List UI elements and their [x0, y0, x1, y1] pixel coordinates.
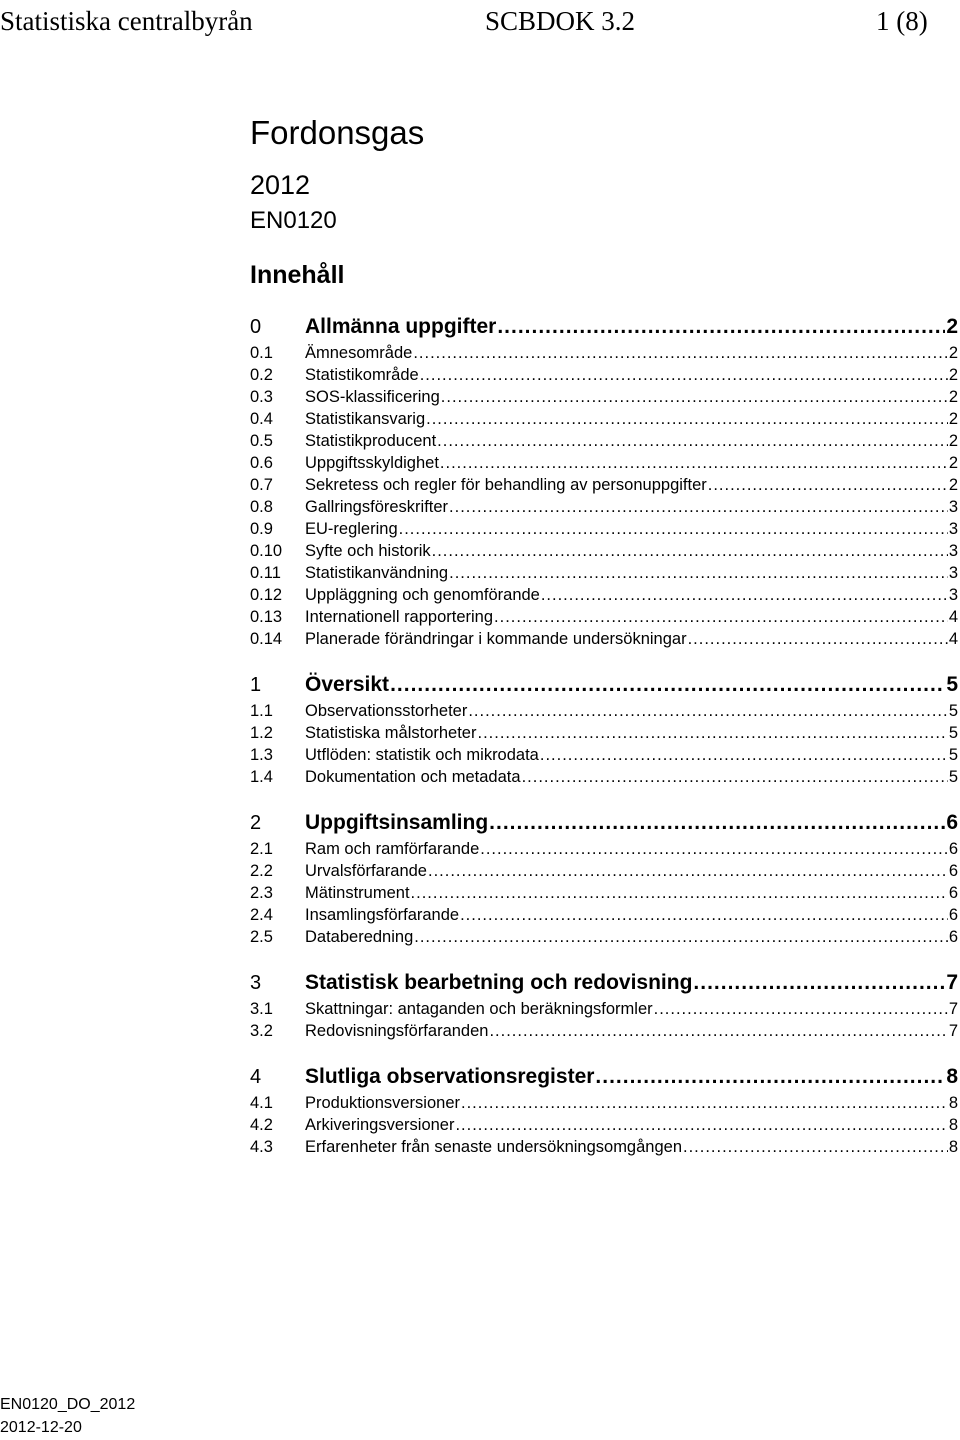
toc-entry-page: 2: [948, 476, 958, 494]
toc-dot-leader: [428, 860, 948, 882]
toc-entry-label: Skattningar: antaganden och beräkningsformler: [305, 1000, 653, 1018]
toc-entry-page: 6: [948, 884, 958, 902]
toc-entry-page: 7: [948, 1000, 958, 1018]
toc-entry-page: 6: [946, 811, 958, 834]
toc-entry-label: Databeredning: [305, 928, 414, 946]
toc-entry-label: Översikt: [305, 673, 390, 696]
toc-entry-number: 4.2: [250, 1116, 273, 1134]
toc-entry-number: 1.4: [250, 768, 273, 786]
toc-dot-leader: [541, 584, 948, 606]
toc-entry-page: 3: [948, 498, 958, 516]
toc-dot-leader: [449, 496, 948, 518]
toc-entry-number: 1: [250, 674, 262, 696]
toc-entry-number: 0.6: [250, 454, 273, 472]
toc-entry[interactable]: [250, 882, 958, 904]
toc-entry-number: 3.1: [250, 1000, 273, 1018]
header-document-id: SCBDOK 3.2: [485, 6, 636, 36]
toc-entry[interactable]: [250, 1020, 958, 1042]
toc-dot-leader: [489, 808, 945, 838]
toc-dot-leader: [460, 904, 948, 926]
toc-dot-leader: [413, 342, 948, 364]
toc-entry[interactable]: [250, 584, 958, 606]
toc-entry-number: 4: [250, 1066, 262, 1088]
toc-entry[interactable]: [250, 1136, 958, 1158]
toc-entry-number: 0.11: [250, 564, 281, 582]
toc-entry-page: 2: [948, 432, 958, 450]
toc-entry-number: 1.1: [250, 702, 273, 720]
toc-entry-label: Utflöden: statistik och mikrodata: [305, 746, 539, 764]
toc-dot-leader: [432, 540, 948, 562]
toc-entry[interactable]: [250, 744, 958, 766]
toc-entry-label: Statistikanvändning: [305, 564, 449, 582]
toc-entry[interactable]: [250, 386, 958, 408]
toc-dot-leader: [595, 1062, 945, 1092]
toc-entry-number: 0.10: [250, 542, 283, 560]
toc-dot-leader: [683, 1136, 948, 1158]
toc-entry-page: 5: [948, 702, 958, 720]
toc-entry-label: Produktionsversioner: [305, 1094, 460, 1112]
toc-entry-label: Uppläggning och genomförande: [305, 586, 540, 604]
toc-entry-page: 5: [948, 724, 958, 742]
toc-dot-leader: [468, 700, 947, 722]
toc-dot-leader: [522, 766, 948, 788]
toc-entry-page: 5: [948, 768, 958, 786]
toc-entry-number: 0.12: [250, 586, 283, 604]
toc-entry-number: 2.2: [250, 862, 273, 880]
toc-entry-page: 3: [948, 586, 958, 604]
toc-entry-number: 3: [250, 972, 262, 994]
toc-entry-number: 2.1: [250, 840, 273, 858]
toc-entry-number: 4.3: [250, 1138, 273, 1156]
toc-entry-number: 0.14: [250, 630, 283, 648]
toc-section-1: [250, 670, 958, 788]
toc-entry-number: 3.2: [250, 1022, 273, 1040]
toc-entry[interactable]: [250, 998, 958, 1020]
toc-heading: Innehåll: [250, 261, 345, 289]
toc-entry-label: Ämnesområde: [305, 344, 413, 362]
toc-entry-page: 8: [948, 1116, 958, 1134]
toc-entry-label: Internationell rapportering: [305, 608, 494, 626]
toc-entry-page: 2: [948, 344, 958, 362]
toc-entry[interactable]: [250, 430, 958, 452]
toc-entry-label: Insamlingsförfarande: [305, 906, 460, 924]
toc-entry-label: Statistikområde: [305, 366, 419, 384]
toc-section-0: [250, 312, 958, 650]
toc-dot-leader: [480, 838, 948, 860]
toc-dot-leader: [390, 670, 945, 700]
toc-entry-label: Statistikproducent: [305, 432, 437, 450]
toc-dot-leader: [420, 364, 948, 386]
toc-entry-page: 2: [948, 366, 958, 384]
toc-dot-leader: [441, 386, 948, 408]
toc-entry[interactable]: [250, 926, 958, 948]
toc-entry-label: Ram och ramförfarande: [305, 840, 480, 858]
document-year: 2012: [250, 170, 311, 200]
toc-entry-label: Statistisk bearbetning och redovisning: [305, 971, 693, 994]
toc-entry-number: 0.3: [250, 388, 273, 406]
toc-entry[interactable]: [250, 496, 958, 518]
toc-dot-leader: [455, 1114, 947, 1136]
toc-entry[interactable]: [250, 860, 958, 882]
toc-dot-leader: [477, 722, 947, 744]
toc-entry-number: 2.5: [250, 928, 273, 946]
toc-entry-number: 0.7: [250, 476, 273, 494]
header-page-number: 1 (8): [876, 6, 928, 36]
toc-entry-page: 7: [948, 1022, 958, 1040]
toc-entry[interactable]: [250, 1092, 958, 1114]
toc-entry-label: Sekretess och regler för behandling av personuppgifter: [305, 476, 707, 494]
toc-dot-leader: [399, 518, 948, 540]
toc-dot-leader: [414, 926, 948, 948]
toc-entry[interactable]: [250, 342, 958, 364]
toc-entry[interactable]: [250, 452, 958, 474]
toc-entry[interactable]: [250, 766, 958, 788]
toc-dot-leader: [426, 408, 948, 430]
toc-chapter-entry[interactable]: [250, 312, 958, 342]
toc-entry-label: Statistiska målstorheter: [305, 724, 477, 742]
toc-entry-number: 2: [250, 812, 262, 834]
toc-entry-label: EU-reglering: [305, 520, 398, 538]
toc-dot-leader: [489, 1020, 947, 1042]
toc-entry-number: 0.4: [250, 410, 273, 428]
toc-dot-leader: [497, 312, 945, 342]
toc-entry-label: Syfte och historik: [305, 542, 431, 560]
toc-entry-page: 6: [948, 840, 958, 858]
toc-section-3: [250, 968, 958, 1042]
table-of-contents: [250, 312, 958, 1178]
toc-chapter-entry[interactable]: [250, 808, 958, 838]
toc-entry-page: 2: [948, 410, 958, 428]
toc-dot-leader: [693, 968, 945, 998]
toc-entry-page: 4: [948, 630, 958, 648]
toc-entry-label: Dokumentation och metadata: [305, 768, 521, 786]
toc-dot-leader: [440, 452, 948, 474]
document-title: Fordonsgas: [250, 114, 425, 151]
toc-entry-label: Arkiveringsversioner: [305, 1116, 455, 1134]
toc-dot-leader: [449, 562, 948, 584]
toc-entry-label: Uppgiftsinsamling: [305, 811, 489, 834]
toc-entry-page: 2: [948, 388, 958, 406]
toc-entry-page: 5: [946, 673, 958, 696]
toc-entry-page: 7: [946, 971, 958, 994]
toc-entry[interactable]: [250, 1114, 958, 1136]
toc-entry-page: 6: [948, 862, 958, 880]
toc-entry-number: 2.3: [250, 884, 273, 902]
toc-entry[interactable]: [250, 408, 958, 430]
toc-entry-label: Mätinstrument: [305, 884, 410, 902]
toc-entry-label: Statistikansvarig: [305, 410, 426, 428]
toc-entry-label: Slutliga observationsregister: [305, 1065, 595, 1088]
document-code: EN0120: [250, 207, 337, 234]
toc-chapter-entry[interactable]: [250, 1062, 958, 1092]
toc-dot-leader: [494, 606, 948, 628]
toc-entry-label: Uppgiftsskyldighet: [305, 454, 439, 472]
toc-entry-number: 0.9: [250, 520, 273, 538]
toc-dot-leader: [411, 882, 948, 904]
toc-entry-label: Allmänna uppgifter: [305, 315, 497, 338]
toc-chapter-entry[interactable]: [250, 968, 958, 998]
toc-entry-label: Redovisningsförfaranden: [305, 1022, 489, 1040]
toc-entry-number: 1.2: [250, 724, 273, 742]
toc-entry[interactable]: [250, 700, 958, 722]
toc-entry-number: 0.13: [250, 608, 283, 626]
toc-entry-page: 4: [948, 608, 958, 626]
footer-document-code: EN0120_DO_2012: [0, 1396, 136, 1413]
toc-entry[interactable]: [250, 540, 958, 562]
toc-entry-page: 3: [948, 564, 958, 582]
toc-entry-page: 8: [948, 1138, 958, 1156]
toc-entry[interactable]: [250, 518, 958, 540]
toc-entry-page: 8: [948, 1094, 958, 1112]
toc-entry-label: Planerade förändringar i kommande undersökningar: [305, 630, 687, 648]
toc-chapter-entry[interactable]: [250, 670, 958, 700]
toc-dot-leader: [437, 430, 948, 452]
toc-entry-number: 1.3: [250, 746, 273, 764]
toc-entry-page: 3: [948, 542, 958, 560]
toc-entry-label: Erfarenheter från senaste undersökningsomgången: [305, 1138, 682, 1156]
toc-section-2: [250, 808, 958, 948]
toc-entry-number: 0: [250, 316, 262, 338]
toc-entry-number: 4.1: [250, 1094, 273, 1112]
toc-entry[interactable]: [250, 722, 958, 744]
toc-entry-number: 0.2: [250, 366, 273, 384]
toc-entry[interactable]: [250, 474, 958, 496]
toc-entry-page: 6: [948, 906, 958, 924]
toc-entry-page: 6: [948, 928, 958, 946]
toc-entry[interactable]: [250, 628, 958, 650]
toc-entry-number: 0.1: [250, 344, 273, 362]
toc-dot-leader: [461, 1092, 948, 1114]
footer-date: 2012-12-20: [0, 1419, 82, 1436]
toc-entry-label: Observationsstorheter: [305, 702, 468, 720]
toc-section-4: [250, 1062, 958, 1158]
toc-dot-leader: [654, 998, 948, 1020]
toc-entry[interactable]: [250, 838, 958, 860]
toc-entry-label: Urvalsförfarande: [305, 862, 427, 880]
toc-entry-label: Gallringsföreskrifter: [305, 498, 449, 516]
toc-entry-number: 2.4: [250, 906, 273, 924]
toc-entry[interactable]: [250, 364, 958, 386]
toc-entry-page: 5: [948, 746, 958, 764]
toc-entry[interactable]: [250, 904, 958, 926]
toc-entry-number: 0.8: [250, 498, 273, 516]
toc-dot-leader: [540, 744, 948, 766]
header-organization: Statistiska centralbyrån: [0, 6, 253, 36]
toc-entry[interactable]: [250, 562, 958, 584]
toc-entry-number: 0.5: [250, 432, 273, 450]
toc-dot-leader: [708, 474, 948, 496]
toc-entry[interactable]: [250, 606, 958, 628]
toc-entry-page: 3: [948, 520, 958, 538]
toc-entry-page: 2: [946, 315, 958, 338]
toc-entry-page: 8: [946, 1065, 958, 1088]
toc-dot-leader: [688, 628, 948, 650]
toc-entry-page: 2: [948, 454, 958, 472]
toc-entry-label: SOS-klassificering: [305, 388, 440, 406]
